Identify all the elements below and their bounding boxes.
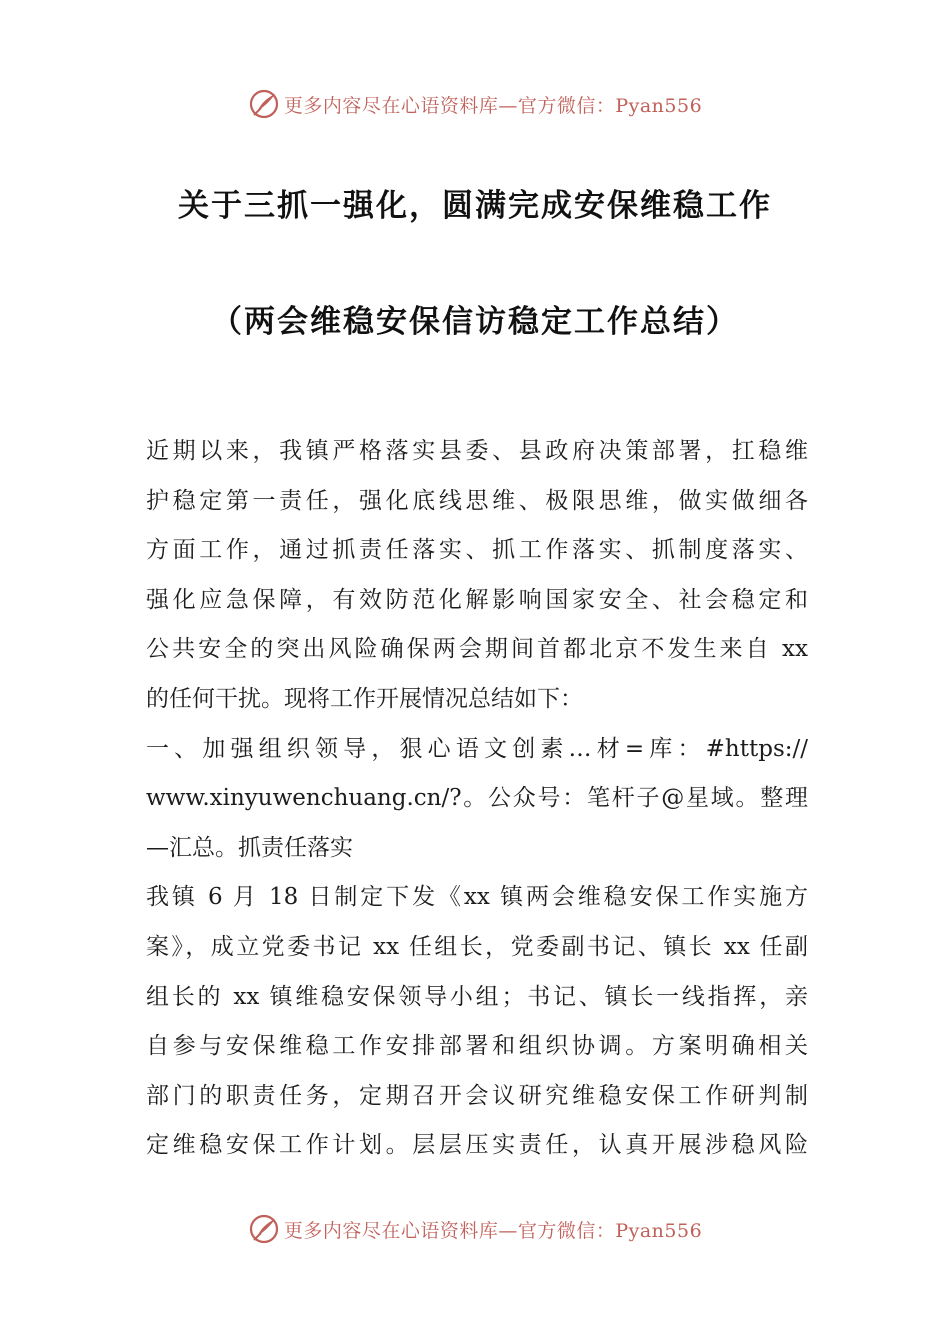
body-line: 公共安全的突出风险确保两会期间首都北京不发生来自 xx [146,636,808,663]
body-line: 的任何干扰。现将工作开展情况总结如下： [146,685,583,712]
body-line: www.xinyuwenchuang.cn/?。公众号：笔杆子@星域。整理 [146,785,808,812]
body-line: 一、加强组织领导，狠心语文创素…材=库：#https:// [146,735,808,762]
body-line: 我镇 6 月 18 日制定下发《xx 镇两会维稳安保工作实施方 [146,884,808,911]
body-line: 案》，成立党委书记 xx 任组长，党委副书记、镇长 xx 任副 [146,933,808,960]
body-line: 定维稳安保工作计划。层层压实责任，认真开展涉稳风险 [146,1132,808,1159]
body-line: 方面工作，通过抓责任落实、抓工作落实、抓制度落实、 [146,537,808,564]
body-line: 近期以来，我镇严格落实县委、县政府决策部署，扛稳维 [146,438,808,464]
document-title-line-1: 关于三抓一强化，圆满完成安保维稳工作 [178,188,772,224]
feather-pen-logo-icon [248,88,280,120]
document-body [146,427,808,1171]
body-line: 自参与安保维稳工作安排部署和组织协调。方案明确相关 [146,1033,808,1060]
header-banner [0,84,950,124]
body-line: 组长的 xx 镇维稳安保领导小组；书记、镇长一线指挥，亲 [146,983,808,1010]
banner-text: 更多内容尽在心语资料库—官方微信：Pyan556 [283,1219,703,1242]
body-line: —汇总。抓责任落实 [146,834,353,861]
banner-text: 更多内容尽在心语资料库—官方微信：Pyan556 [283,94,703,117]
body-line: 强化应急保障，有效防范化解影响国家安全、社会稳定和 [146,586,808,613]
footer-banner [0,1209,950,1249]
document-title-line-2: （两会维稳安保信访稳定工作总结） [211,304,739,340]
body-line: 护稳定第一责任，强化底线思维、极限思维，做实做细各 [146,487,808,514]
feather-pen-logo-icon [248,1213,280,1245]
body-line: 部门的职责任务，定期召开会议研究维稳安保工作研判制 [146,1082,808,1109]
